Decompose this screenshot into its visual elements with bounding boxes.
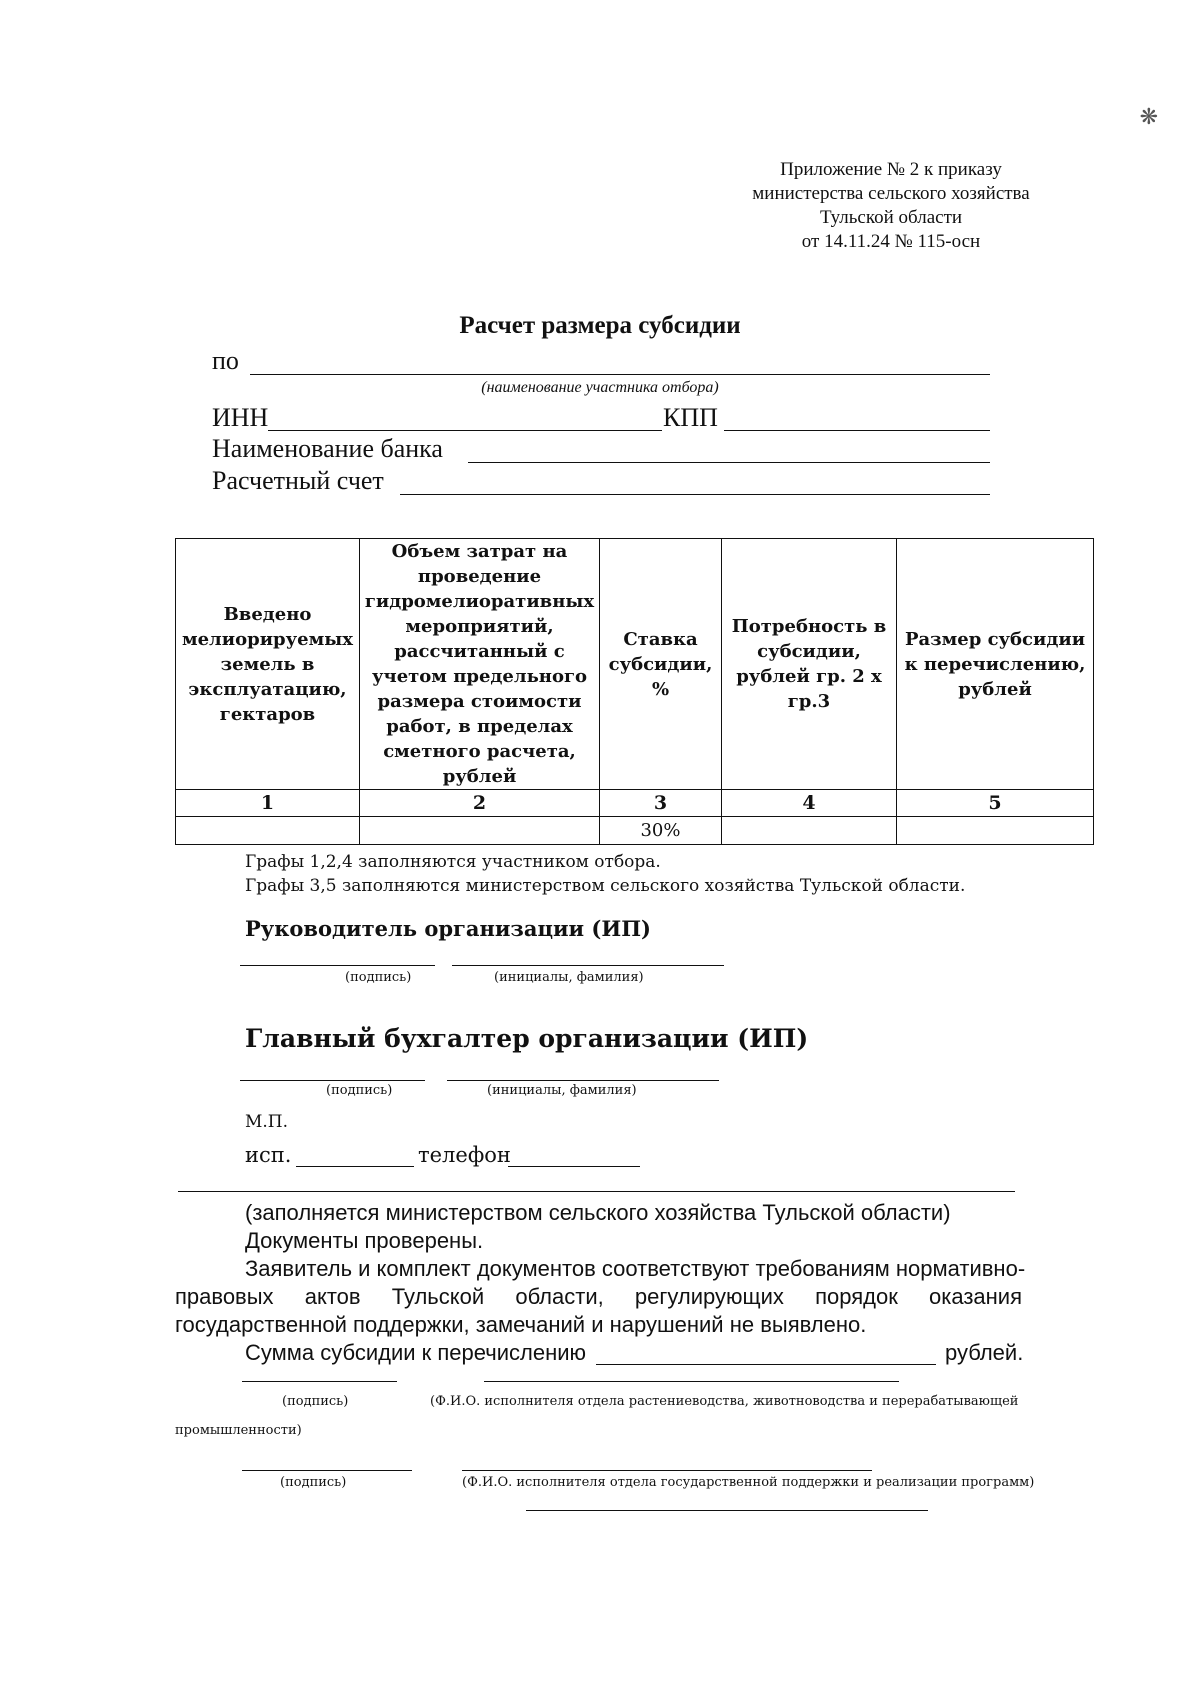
exec2-hint: (Ф.И.О. исполнителя отдела государственной поддержки и реализации программ) [462, 1475, 1035, 1490]
subsidy-table [175, 538, 1094, 845]
phone-field[interactable] [508, 1166, 640, 1167]
stamp-mark-icon: ❋ [1139, 104, 1158, 129]
head-signature-field[interactable] [240, 965, 435, 966]
exec1-name-field[interactable] [484, 1381, 899, 1382]
annex-line-3: Тульской области [819, 207, 963, 228]
bank-field[interactable] [468, 462, 990, 463]
sum-unit: рублей. [945, 1340, 1024, 1365]
annex-header [726, 158, 1056, 254]
inn-label: ИНН [212, 403, 269, 432]
sign2-hint: (подпись) [280, 1475, 347, 1490]
accountant-signature-field[interactable] [240, 1080, 425, 1081]
sign2-field[interactable] [242, 1470, 412, 1471]
para-line-1: Заявитель и комплект документов соответствуют требованиям нормативно- [245, 1256, 1026, 1281]
documents-checked: Документы проверены. [245, 1228, 484, 1253]
page-title: Расчет размера субсидии [459, 312, 741, 339]
value-cell-5 [897, 817, 1094, 845]
value-cell-1[interactable] [176, 817, 360, 845]
sign1-field[interactable] [242, 1381, 397, 1382]
head-sign-hint: (подпись) [345, 970, 412, 985]
col-number-2: 2 [360, 790, 600, 817]
value-cell-3: 30% [600, 817, 722, 845]
col-number-3: 3 [600, 790, 722, 817]
note-line-1: Графы 1,2,4 заполняются участником отбора. [245, 852, 661, 872]
head-name-field[interactable] [452, 965, 724, 966]
accountant-name-hint: (инициалы, фамилия) [487, 1083, 637, 1098]
executor-field[interactable] [296, 1166, 414, 1167]
head-title: Руководитель организации (ИП) [245, 916, 651, 941]
kpp-label: КПП [663, 403, 718, 432]
stamp-label: М.П. [245, 1112, 289, 1132]
annex-line-2: министерства сельского хозяйства [752, 183, 1030, 204]
header-col-1: Введено мелиорируемых земель в эксплуатацию, гектаров [176, 539, 360, 790]
kpp-field[interactable] [724, 430, 990, 431]
sum-label: Сумма субсидии к перечислению [245, 1340, 587, 1365]
note-line-2: Графы 3,5 заполняются министерством сельского хозяйства Тульской области. [245, 876, 966, 896]
accountant-title: Главный бухгалтер организации (ИП) [245, 1024, 809, 1053]
value-cell-2[interactable] [360, 817, 600, 845]
accountant-sign-hint: (подпись) [326, 1083, 393, 1098]
col-number-4: 4 [722, 790, 897, 817]
header-col-2: Объем затрат на проведение гидромелиоративных мероприятий, рассчитанный с учетом предельного размера стоимости работ, в пределах сметного расчета, рублей [360, 539, 600, 790]
para-line-3: государственной поддержки, замечаний и нарушений не выявлено. [175, 1312, 867, 1337]
table-number-row [176, 790, 1094, 817]
sign1-hint: (подпись) [282, 1394, 349, 1409]
phone-label: телефон [418, 1143, 511, 1167]
po-label: по [212, 346, 239, 375]
bank-label: Наименование банка [212, 434, 443, 463]
table-value-row [176, 817, 1094, 845]
exec2-name-field[interactable] [462, 1470, 872, 1471]
table-header-row [176, 539, 1094, 790]
section-divider [178, 1191, 1015, 1192]
exec2-extra-line [526, 1510, 928, 1511]
header-col-5: Размер субсидии к перечислению, рублей [897, 539, 1094, 790]
col-number-1: 1 [176, 790, 360, 817]
annex-line-4: от 14.11.24 № 115-осн [801, 231, 981, 252]
participant-name-field[interactable] [250, 374, 990, 375]
exec1-hint-b: промышленности) [175, 1423, 302, 1438]
exec1-hint-a: (Ф.И.О. исполнителя отдела растениеводства, животноводства и перерабатывающей [430, 1394, 1019, 1409]
annex-line-1: Приложение № 2 к приказу [780, 159, 1002, 180]
para-line-2: правовых актов Тульской области, регулирующих порядок оказания [175, 1284, 1022, 1309]
executor-label: исп. [245, 1143, 292, 1167]
head-name-hint: (инициалы, фамилия) [494, 970, 644, 985]
participant-hint: (наименование участника отбора) [481, 379, 719, 396]
col-number-5: 5 [897, 790, 1094, 817]
account-label: Расчетный счет [212, 466, 384, 495]
header-col-4: Потребность в субсидии, рублей гр. 2 х гр.3 [722, 539, 897, 790]
accountant-name-field[interactable] [447, 1080, 719, 1081]
sum-field[interactable] [596, 1364, 936, 1365]
account-field[interactable] [400, 494, 990, 495]
ministry-filled-by: (заполняется министерством сельского хозяйства Тульской области) [245, 1200, 951, 1225]
header-col-3: Ставка субсидии, % [600, 539, 722, 790]
value-cell-4[interactable] [722, 817, 897, 845]
inn-field[interactable] [268, 430, 662, 431]
